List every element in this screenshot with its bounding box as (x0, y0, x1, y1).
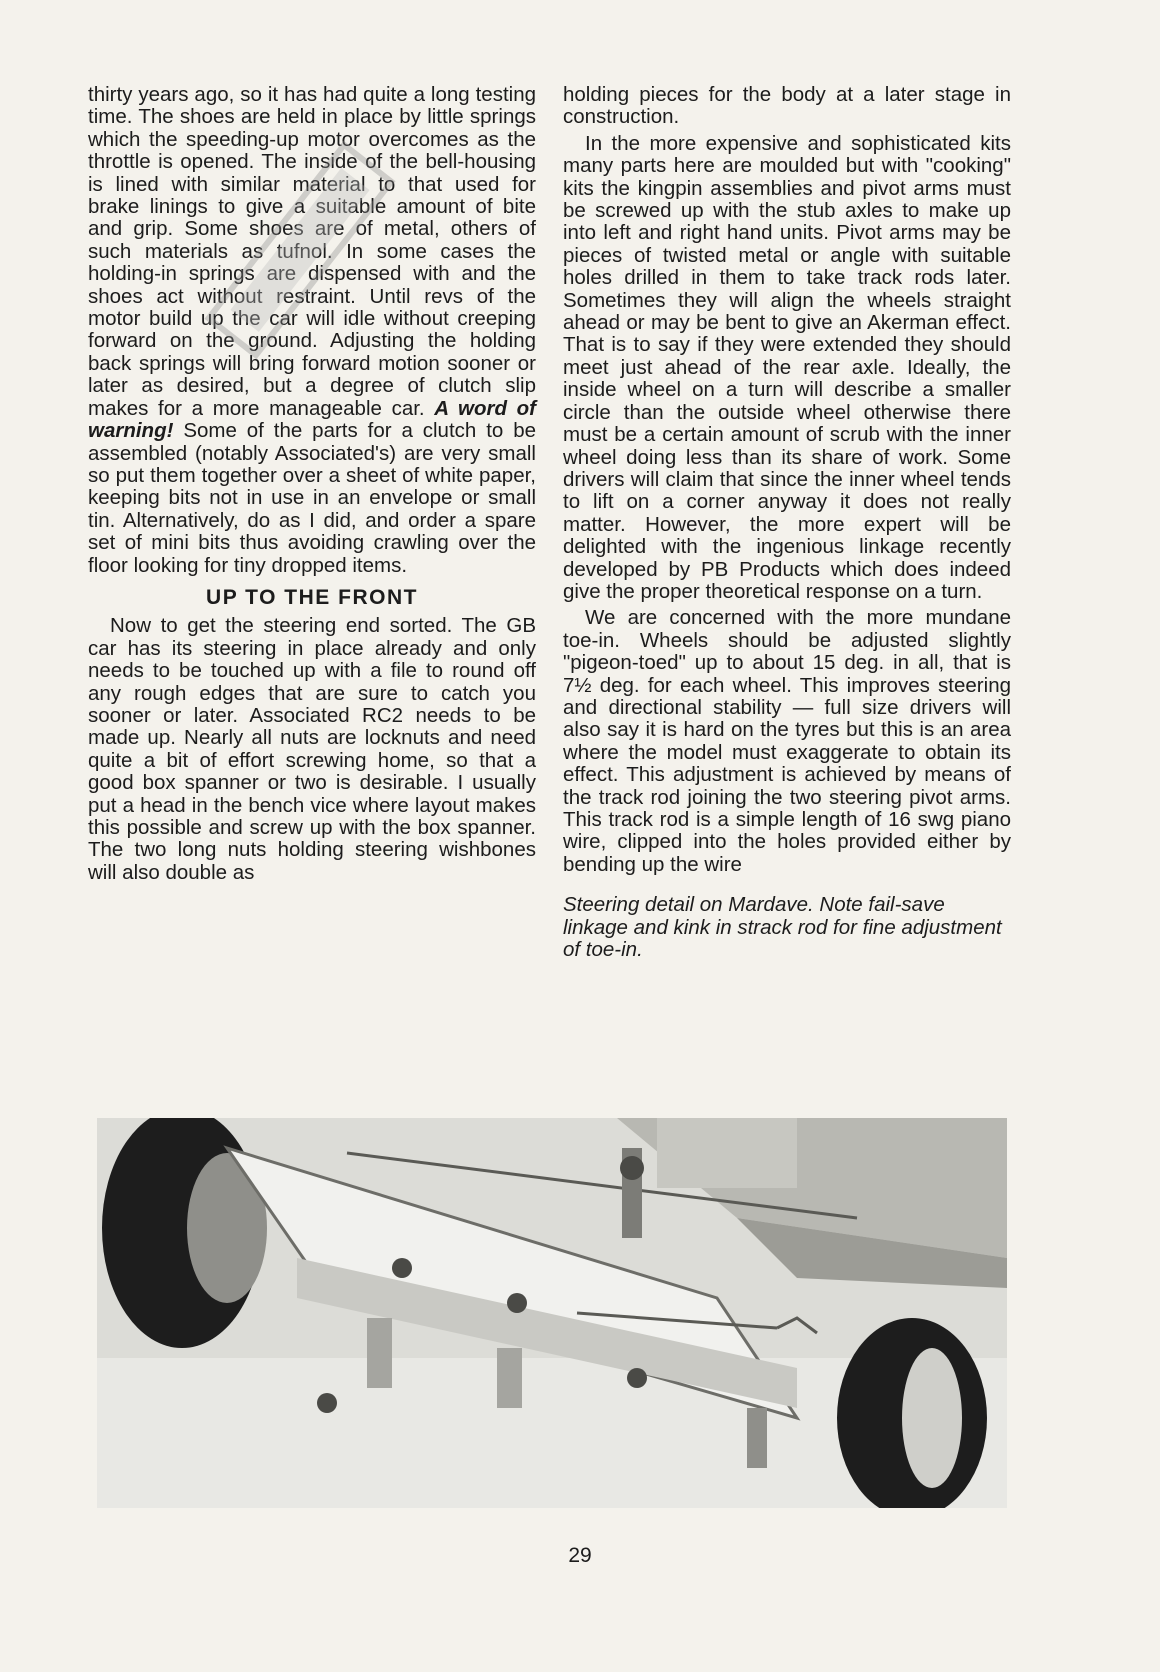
steering-photo (97, 1118, 1007, 1508)
left-paragraph-2: Now to get the steering end sorted. The GB car has its steering in place already and only needs to be touched up with a file to round off any rough edges that are sure to catch you sooner or later. Associated RC2 needs to be made up. Nearly all nuts are locknuts and need quite a bit of effort screwing home, so that a good box spanner or two is desirable. I usually put a head in the bench vice where layout makes this possible and screw up with the box spanner. The two long nuts holding steering wishbones will also double as (88, 614, 536, 884)
clutch-text: thirty years ago, so it has had quite a long testing time. The shoes are held in place by little springs which the speeding-up motor overcomes as the throttle is opened. The inside of the bell-housing is lined with similar material to that used for brake linings to give a suitable amount of bite and grip. Some shoes are of metal, others of such materials as tufnol. In some cases the holding-in springs are dispensed with and the shoes act without restraint. Until revs of the motor build up the car will idle without creeping forward on the ground. Adjusting the holding back springs will bring forward motion sooner or later as desired, but a degree of clutch slip makes for a more manageable car. (88, 83, 536, 420)
page-number: 29 (568, 1544, 592, 1567)
warning-text: A word of warning! (88, 396, 536, 443)
steering-photo-image (97, 1118, 1007, 1508)
right-paragraph-2: In the more expensive and sophisticated kits many parts here are moulded but with "cooking" kits the kingpin assemblies and pivot arms must be screwed up with the stub axles to make up into left and right hand units. Pivot arms may be pieces of twisted metal or angle with suitable holes drilled in them to take track rods later. Sometimes they will align the wheels straight ahead or may be bent to give an Akerman effect. That is to say if they were extended they should meet just ahead of the rear axle. Ideally, the inside wheel on a turn will describe a smaller circle than the outside wheel otherwise there must be a certain amount of scrub with the inner wheel doing less than its share of work. Some drivers will claim that since the inner wheel tends to lift on a corner anyway it does not really matter. However, the more expert will be delighted with the ingenious linkage recently developed by PB Products which does indeed give the proper theoretical response on a turn. (563, 131, 1011, 603)
clutch-text-continued: Some of the parts for a clutch to be assembled (notably Associated's) are very small so put them together over a sheet of white paper, keeping bits not in use in an envelope or small tin. Alternatively, do as I did, and order a spare set of mini bits thus avoiding crawling over the floor looking for tiny dropped items. (88, 419, 537, 577)
left-column (88, 84, 536, 884)
photo-caption: Steering detail on Mardave. Note fail-save linkage and kink in strack rod for fine adjustment of toe-in. (563, 893, 1002, 962)
left-paragraph-1 (88, 84, 536, 577)
right-column (563, 84, 1011, 961)
section-heading: UP TO THE FRONT (206, 585, 418, 609)
right-paragraph-1: holding pieces for the body at a later stage in construction. (563, 83, 1011, 129)
right-paragraph-3: We are concerned with the more mundane toe-in. Wheels should be adjusted slightly "pigeon-toed" up to about 15 deg. in all, that is 7½ deg. for each wheel. This improves steering and directional stability — full size drivers will also say it is hard on the tyres but this is an area where the model must exaggerate to obtain its effect. This adjustment is achieved by means of the track rod joining the two steering pivot arms. This track rod is a simple length of 16 swg piano wire, clipped into the holes provided either by bending up the wire (563, 606, 1011, 876)
